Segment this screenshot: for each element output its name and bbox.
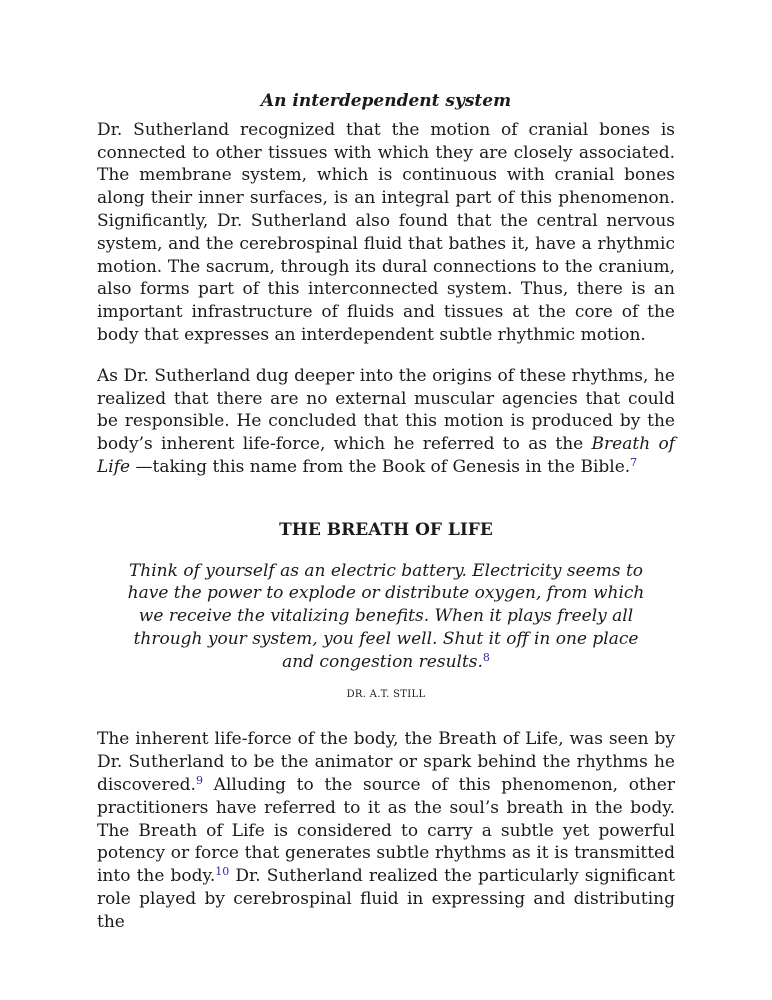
paragraph-breath-of-life-origin xyxy=(97,365,675,479)
paragraph-text: Dr. Sutherland realized the particularly significant role played by cerebrospinal fluid in expressing and distributing the xyxy=(97,866,675,932)
paragraph-interdependent-system: Dr. Sutherland recognized that the motion of cranial bones is connected to other tissues with which they are closely associated. The membrane system, which is continuous with cranial bones along their inner surfaces, is an integral part of this phenomenon. Significantly, Dr. Sutherland also found that the central nervous system, and the cerebrospinal fluid that bathes it, have a rhythmic motion. The sacrum, through its dural connections to the cranium, also forms part of this interconnected system. Thus, there is an important infrastructure of fluids and tissues at the core of the body that expresses an interdependent subtle rhythmic motion. xyxy=(97,119,675,345)
epigraph-text: Think of yourself as an electric battery. Electricity seems to have the power to explode or distribute oxygen, from which we receive the vitalizing benefits. When it plays freely all through your system, you feel well. Shut it off in one place and congestion results. xyxy=(127,560,645,672)
footnote-link-9[interactable]: 9 xyxy=(195,773,203,787)
paragraph-text: —taking this name from the Book of Genesis in the Bible. xyxy=(135,456,631,477)
page-content xyxy=(97,90,675,952)
footnote-link-10[interactable]: 10 xyxy=(215,865,230,879)
paragraph-inherent-life-force xyxy=(97,728,675,933)
section-heading: An interdependent system xyxy=(260,91,512,111)
paragraph-text: Alluding to the source of this phenomenon, other practitioners have referred to it as the soul’s breath in the body. The Breath of Life is considered to carry a subtle yet powerful potency or force that generates subtle rhythms as it is transmitted into the body. xyxy=(97,774,675,887)
paragraph-text: The inherent life-force of the body, the Breath of Life, was seen by Dr. Sutherland to be the animator or spark behind the rhythms he discovered. xyxy=(97,729,675,795)
chapter-title: THE BREATH OF LIFE xyxy=(279,519,493,540)
epigraph-quote xyxy=(119,560,653,674)
epigraph-attribution: DR. A.T. STILL xyxy=(346,688,426,700)
paragraph-text: As Dr. Sutherland dug deeper into the origins of these rhythms, he realized that there are no external muscular agencies that could be responsible. He concluded that this motion is produced by the body’s inherent life-force, which he referred to as the xyxy=(97,365,675,455)
emphasis-breath-of-life: Breath of Life xyxy=(97,434,675,477)
footnote-link-8[interactable]: 8 xyxy=(482,650,490,664)
footnote-link-7[interactable]: 7 xyxy=(630,455,638,469)
